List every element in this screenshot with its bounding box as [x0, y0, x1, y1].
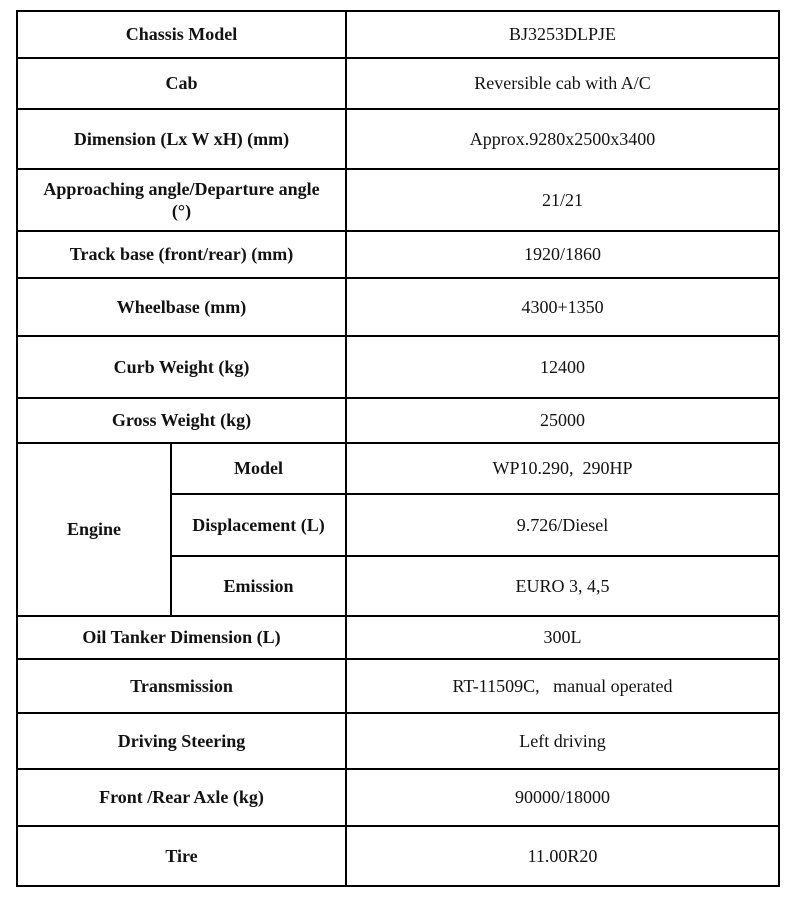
row-value: 11.00R20: [346, 826, 779, 886]
row-curb-weight: [17, 336, 779, 398]
row-value: Reversible cab with A/C: [346, 58, 779, 109]
row-transmission: [17, 659, 779, 713]
row-label: Oil Tanker Dimension (L): [17, 616, 346, 659]
row-value: BJ3253DLPJE: [346, 11, 779, 58]
row-value: 25000: [346, 398, 779, 443]
row-chassis-model: [17, 11, 779, 58]
row-label: Approaching angle/Departure angle (°): [17, 169, 346, 231]
row-dimension: [17, 109, 779, 169]
row-value: Left driving: [346, 713, 779, 769]
row-label: Curb Weight (kg): [17, 336, 346, 398]
row-label: Wheelbase (mm): [17, 278, 346, 336]
row-label: Front /Rear Axle (kg): [17, 769, 346, 826]
row-label: Cab: [17, 58, 346, 109]
row-value: 1920/1860: [346, 231, 779, 278]
row-value: Approx.9280x2500x3400: [346, 109, 779, 169]
row-label: Transmission: [17, 659, 346, 713]
engine-sub-label: Displacement (L): [171, 494, 346, 556]
engine-group-label: Engine: [17, 443, 171, 616]
row-label: Track base (front/rear) (mm): [17, 231, 346, 278]
row-front-rear-axle: [17, 769, 779, 826]
row-value: RT-11509C, manual operated: [346, 659, 779, 713]
row-cab: [17, 58, 779, 109]
row-approach-departure-angle: [17, 169, 779, 231]
row-oil-tanker-dimension: [17, 616, 779, 659]
row-label: Tire: [17, 826, 346, 886]
row-value: 300L: [346, 616, 779, 659]
row-label: Gross Weight (kg): [17, 398, 346, 443]
engine-sub-label: Model: [171, 443, 346, 494]
row-track-base: [17, 231, 779, 278]
row-value: 9.726/Diesel: [346, 494, 779, 556]
row-value: EURO 3, 4,5: [346, 556, 779, 616]
row-value: 12400: [346, 336, 779, 398]
row-tire: [17, 826, 779, 886]
row-wheelbase: [17, 278, 779, 336]
row-engine-model: [17, 443, 779, 494]
row-value: 4300+1350: [346, 278, 779, 336]
row-driving-steering: [17, 713, 779, 769]
row-label: Chassis Model: [17, 11, 346, 58]
row-value: 90000/18000: [346, 769, 779, 826]
row-gross-weight: [17, 398, 779, 443]
row-label: Dimension (Lx W xH) (mm): [17, 109, 346, 169]
row-value: WP10.290, 290HP: [346, 443, 779, 494]
chassis-spec-table: [16, 10, 780, 887]
row-value: 21/21: [346, 169, 779, 231]
row-label: Driving Steering: [17, 713, 346, 769]
engine-sub-label: Emission: [171, 556, 346, 616]
